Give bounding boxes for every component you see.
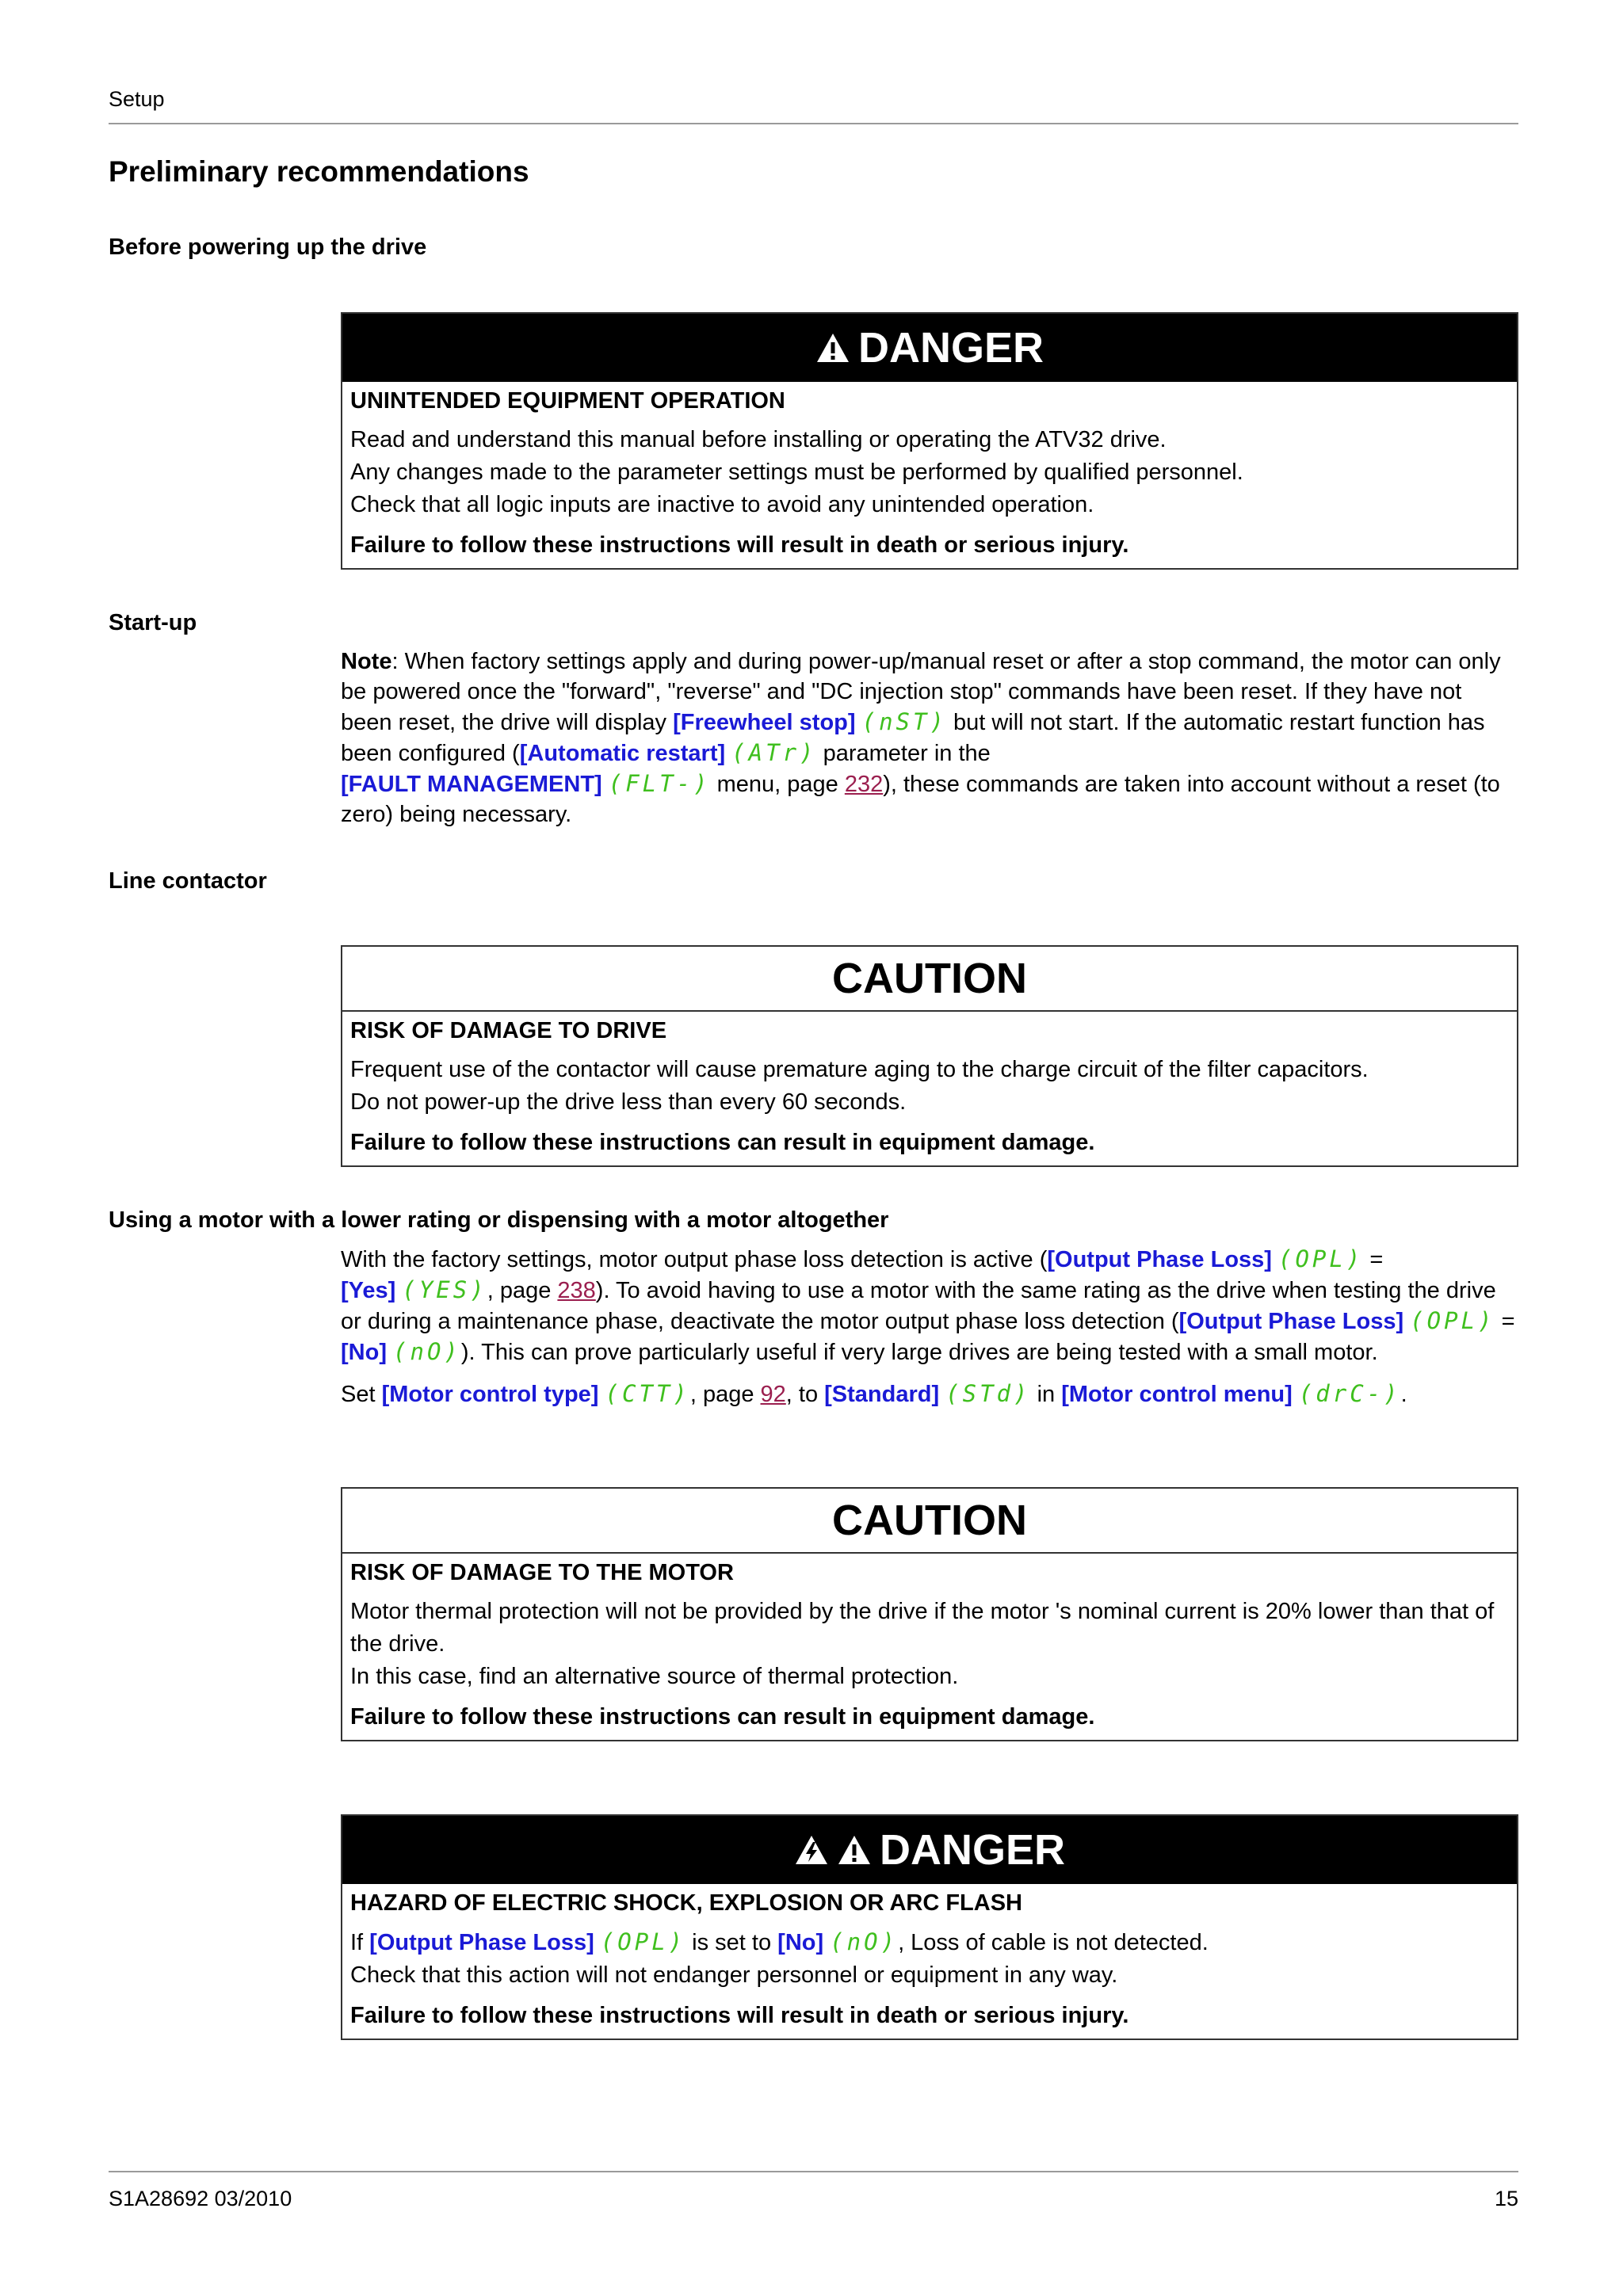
warning-footer: Failure to follow these instructions will result in death or serious injury. <box>350 532 1129 558</box>
value-standard: [Standard] <box>824 1382 940 1407</box>
para-text: With the factory settings, motor output phase loss detection is active ( <box>341 1247 1048 1272</box>
warning-title: HAZARD OF ELECTRIC SHOCK, EXPLOSION OR ARC FLASH <box>350 1890 1022 1916</box>
danger-banner <box>342 314 1517 382</box>
para-text: in <box>1030 1382 1062 1407</box>
warning-line: In this case, find an alternative source of thermal protection. <box>350 1664 959 1689</box>
value-no: [No] <box>341 1340 387 1365</box>
line-text: If <box>350 1930 370 1955</box>
value-yes: [Yes] <box>341 1278 396 1303</box>
code-no: (nO) <box>393 1338 461 1365</box>
warning-triangle-icon <box>837 1834 872 1866</box>
code-drc: (drC-) <box>1298 1380 1401 1407</box>
danger-box-electric-shock <box>341 1814 1518 2040</box>
code-atr: (ATr) <box>731 739 817 766</box>
param-output-phase-loss: [Output Phase Loss] <box>369 1930 594 1955</box>
para-text: , to <box>785 1382 825 1407</box>
code-ctt: (CTT) <box>605 1380 690 1407</box>
code-opl: (OPL) <box>600 1928 686 1955</box>
page-number: 15 <box>1494 2187 1518 2210</box>
warning-footer: Failure to follow these instructions will result in death or serious injury. <box>350 2003 1129 2028</box>
page-link-232[interactable]: 232 <box>844 772 884 797</box>
warning-line <box>350 1926 1509 1959</box>
caution-box-drive-damage <box>341 945 1518 1167</box>
startup-note <box>341 646 1518 830</box>
caution-banner: CAUTION <box>342 947 1517 1012</box>
heading-line-contactor: Line contactor <box>109 868 267 894</box>
danger-label: DANGER <box>857 324 1044 372</box>
document-reference: S1A28692 03/2010 <box>109 2187 292 2210</box>
electric-hazard-icon <box>794 1834 829 1866</box>
code-yes: (YES) <box>402 1276 487 1303</box>
danger-box-unintended-operation <box>341 312 1518 570</box>
para-text: , page <box>689 1382 761 1407</box>
para-text: = <box>1495 1309 1515 1334</box>
heading-startup: Start-up <box>109 610 197 635</box>
page-link-238[interactable]: 238 <box>557 1278 596 1303</box>
heading-before-powering: Before powering up the drive <box>109 235 427 260</box>
caution-banner: CAUTION <box>342 1489 1517 1554</box>
param-output-phase-loss: [Output Phase Loss] <box>1178 1309 1404 1334</box>
note-text: ), these commands are taken into account without a reset (to zero) being necessary. <box>341 772 1500 827</box>
code-opl: (OPL) <box>1410 1307 1495 1334</box>
header-rule <box>109 123 1518 124</box>
note-text: but will not start. If the automatic restart function has been configured ( <box>341 710 1485 766</box>
code-nst: (nST) <box>861 708 947 735</box>
param-automatic-restart: [Automatic restart] <box>519 741 726 766</box>
caution-box-motor-damage <box>341 1487 1518 1741</box>
code-std: (STd) <box>945 1380 1031 1407</box>
code-opl: (OPL) <box>1278 1245 1364 1272</box>
page-link-92[interactable]: 92 <box>760 1382 786 1407</box>
warning-footer: Failure to follow these instructions can result in equipment damage. <box>350 1704 1095 1730</box>
warning-line: Check that all logic inputs are inactive to avoid any unintended operation. <box>350 492 1094 517</box>
lower-rating-text <box>341 1244 1518 1409</box>
note-label: Note <box>341 649 392 674</box>
para-text: Set <box>341 1382 382 1407</box>
para-text: = <box>1363 1247 1384 1272</box>
warning-line: Any changes made to the parameter settings must be performed by qualified personnel. <box>350 460 1243 485</box>
footer-rule <box>109 2171 1518 2172</box>
menu-motor-control: [Motor control menu] <box>1061 1382 1293 1407</box>
param-motor-control-type: [Motor control type] <box>381 1382 599 1407</box>
warning-title: UNINTENDED EQUIPMENT OPERATION <box>350 388 785 414</box>
code-flt: (FLT-) <box>608 770 711 797</box>
code-no: (nO) <box>830 1928 899 1955</box>
warning-title: RISK OF DAMAGE TO DRIVE <box>350 1018 667 1043</box>
warning-line: Frequent use of the contactor will cause premature aging to the charge circuit of the filter capacitors. <box>350 1057 1369 1082</box>
warning-footer: Failure to follow these instructions can result in equipment damage. <box>350 1130 1095 1155</box>
running-header: Setup <box>109 87 165 111</box>
warning-line: Read and understand this manual before installing or operating the ATV32 drive. <box>350 427 1167 452</box>
para-text: , page <box>487 1278 558 1303</box>
line-text: is set to <box>685 1930 778 1955</box>
warning-triangle-icon <box>815 332 850 364</box>
menu-fault-management: [FAULT MANAGEMENT] <box>341 772 602 797</box>
danger-label: DANGER <box>879 1826 1065 1874</box>
heading-lower-rating: Using a motor with a lower rating or dispensing with a motor altogether <box>109 1207 889 1233</box>
para-text: ). This can prove particularly useful if very large drives are being tested with a small motor. <box>460 1340 1378 1365</box>
value-no: [No] <box>777 1930 824 1955</box>
para-text: ). To avoid having to use a motor with the same rating as the drive when testing the drive or during a maintenance phase, deactivate the motor output phase loss detection ( <box>341 1278 1496 1334</box>
note-text: : When factory settings apply and during power-up/manual reset or after a stop command, the motor can only be powered once the "forward", "reverse" and "DC injection stop" commands have been reset. If they have not been reset, the drive will display <box>341 649 1501 735</box>
warning-line: Motor thermal protection will not be provided by the drive if the motor 's nominal current is 20% lower than that of the drive. <box>350 1599 1495 1657</box>
param-output-phase-loss: [Output Phase Loss] <box>1047 1247 1272 1272</box>
line-text: , Loss of cable is not detected. <box>898 1930 1209 1955</box>
note-text: parameter in the <box>816 741 991 766</box>
para-text: . <box>1400 1382 1407 1407</box>
warning-line: Do not power-up the drive less than every 60 seconds. <box>350 1089 907 1115</box>
note-text: menu, page <box>710 772 845 797</box>
warning-line: Check that this action will not endanger personnel or equipment in any way. <box>350 1962 1118 1988</box>
page-title: Preliminary recommendations <box>109 155 529 188</box>
danger-banner <box>342 1816 1517 1884</box>
warning-title: RISK OF DAMAGE TO THE MOTOR <box>350 1560 734 1585</box>
param-freewheel-stop: [Freewheel stop] <box>673 710 856 735</box>
